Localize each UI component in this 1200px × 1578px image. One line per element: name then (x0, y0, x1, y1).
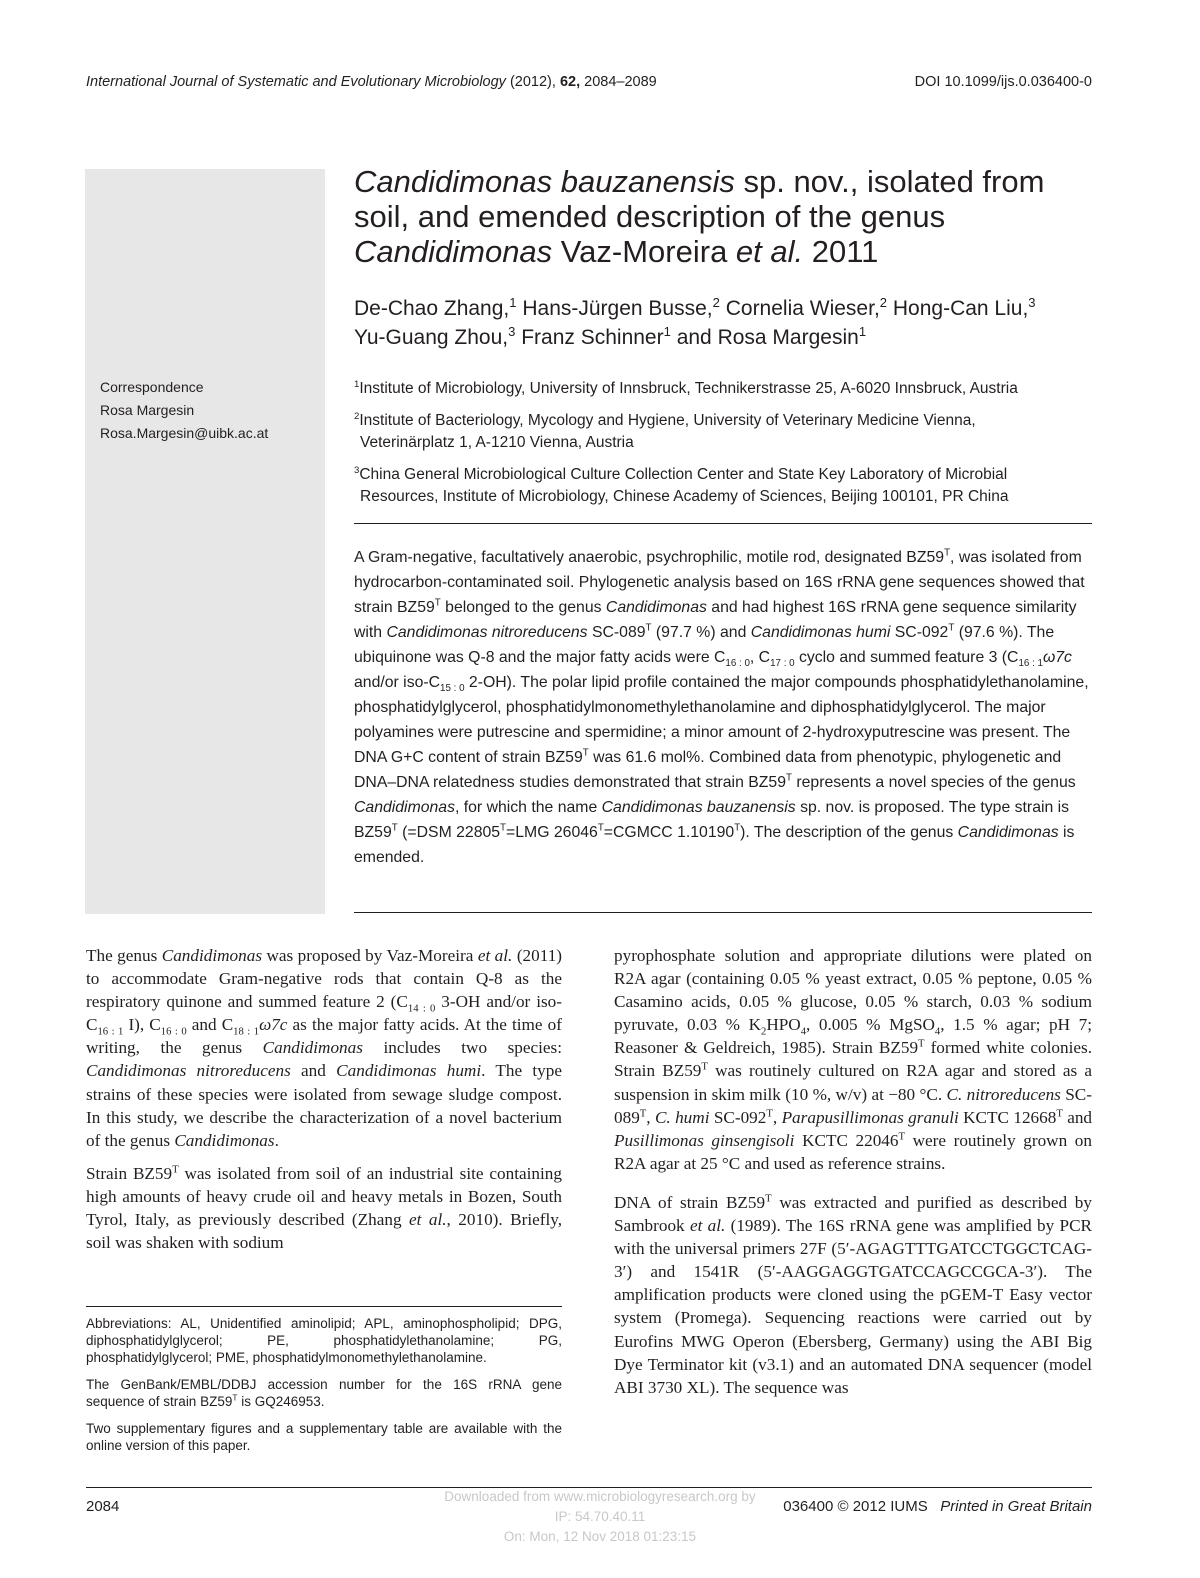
footnote-accession: The GenBank/EMBL/DDBJ accession number for the 16S rRNA gene sequence of strain $BZ59^T$ is GQ246953. (86, 1377, 562, 1409)
body-column-left (86, 944, 562, 1264)
paragraph: The genus Candidimonas was proposed by Vaz-Moreira et al. (2011) to accommodate Gram-negative rods that contain Q-8 as the respiratory quinone and summed feature 2 ($C_{14 : 0}$ 3-OH and/or iso-$C_{16 : 1}$ I), $C_{16 : 0}$ and $C_{18 : 1}\omega 7c$ as the major fatty acids. At the time of writing, the genus Candidimonas includes two species: Candidimonas nitroreducens and Candidimonas humi. The type strains of these species were isolated from sewage sludge compost. In this study, we describe the characterization of a novel bacterium of the genus Candidimonas. (86, 946, 563, 1150)
article-title (354, 164, 1099, 269)
watermark-line: Downloaded from www.microbiologyresearch.org by (444, 1489, 756, 1504)
title-year: 2011 (803, 234, 879, 269)
title-etal: et al. (735, 234, 804, 269)
paragraph: DNA of strain $BZ59^T$ was extracted and purified as described by Sambrook et al. (1989). The 16S rRNA gene was amplified by PCR with the universal primers 27F (5′-AGAGTTTGATCCTGGCTCAG-3′) and 1541R (5′-AAGGAGGTGATCCAGCCGCA-3′). The amplification products were cloned using the pGEM-T Easy vector system (Promega). Sequencing reactions were carried out by Eurofins MWG Operon (Ebersberg, Germany) using the ABI Big Dye Terminator kit (v3.1) and an automated DNA sequencer (model ABI 3730 XL). The sequence was (614, 1192, 1092, 1397)
footer-printed: Printed in Great Britain (940, 1498, 1092, 1515)
paragraph: Strain $BZ59^T$ was isolated from soil of an industrial site containing high amounts of heavy crude oil and heavy metals in Bozen, South Tyrol, Italy, as previously described (Zhang et al., 2010). Briefly, soil was shaken with sodium (86, 1163, 562, 1253)
journal-year: (2012), (509, 74, 556, 90)
affiliation: $^1$Institute of Microbiology, University of Innsbruck, Technikerstrasse 25, A-6020 Innsbruck, Austria (354, 378, 1018, 397)
correspondence-block (100, 376, 320, 445)
journal-citation (86, 74, 657, 90)
journal-name: International Journal of Systematic and Evolutionary Microbiology (86, 74, 506, 90)
author: Hans-Jürgen Busse,$^2$ (522, 295, 720, 320)
page-number: 2084 (86, 1498, 120, 1515)
abstract-rule-top (354, 523, 1092, 524)
title-part1: sp. nov., isolated from soil, and emended description of the genus (354, 164, 1045, 234)
sidebar-panel (85, 169, 325, 914)
author: Hong-Can Liu,$^3$ (892, 295, 1036, 320)
author: and Rosa Margesin$^1$ (676, 324, 867, 349)
journal-pages: 2084–2089 (584, 74, 657, 90)
footnotes (86, 1315, 562, 1464)
author-list (354, 294, 1099, 352)
correspondence-name: Rosa Margesin (100, 402, 195, 418)
title-genus: Candidimonas (354, 234, 553, 269)
author: Yu-Guang Zhou,$^3$ (354, 324, 516, 349)
journal-volume: 62, (559, 74, 581, 90)
download-watermark (380, 1487, 820, 1547)
author: Cornelia Wieser,$^2$ (725, 295, 888, 320)
doi-label: DOI (914, 74, 941, 90)
affiliation: $^2$Institute of Bacteriology, Mycology and Hygiene, University of Veterinary Medicine Vienna, Veterinärplatz 1, A-1210 Vienna, Austria (354, 410, 976, 451)
footer-copyright (783, 1498, 1092, 1515)
affiliations (354, 378, 1099, 518)
footnote-abbreviations: Abbreviations: AL, Unidentified aminolipid; APL, aminophospholipid; DPG, diphosphatidylglycerol; PE, phosphatidylethanolamine; PG, phosphatidylglycerol; PME, phosphatidylmonomethylethanolamine. (86, 1316, 562, 1365)
author: De-Chao Zhang,$^1$ (354, 295, 517, 320)
affiliation: $^3$China General Microbiological Culture Collection Center and State Key Laboratory of Microbial Resources, Institute of Microbiology, Chinese Academy of Sciences, Beijing 100101, PR China (354, 464, 1009, 505)
paragraph: pyrophosphate solution and appropriate dilutions were plated on R2A agar (containing 0.05 % yeast extract, 0.05 % peptone, 0.05 % Casamino acids, 0.05 % glucose, 0.05 % starch, 0.03 % sodium pyruvate, 0.03 % $K_2HPO_4$, 0.005 % MgSO$_4$, 1.5 % agar; pH 7; Reasoner & Geldreich, 1985). Strain $BZ59^T$ formed white colonies. Strain $BZ59^T$ was routinely cultured on R2A agar and stored as a suspension in skim milk (10 %, w/v) at −80 °C. C. nitroreducens $SC-089^T$, C. humi $SC-092^T$, Parapusillimonas granuli KCTC $12668^T$ and Pusillimonas ginsengisoli KCTC $22046^T$ were routinely grown on R2A agar at 25 °C and used as reference strains. (614, 946, 1093, 1173)
author: Franz Schinner$^1$ (521, 324, 671, 349)
title-part2: Vaz-Moreira (552, 234, 736, 269)
doi (915, 74, 1092, 90)
footer-code: 036400 © 2012 IUMS (783, 1498, 928, 1515)
abstract-rule-bottom (354, 912, 1092, 913)
watermark-line: On: Mon, 12 Nov 2018 01:23:15 (503, 1529, 697, 1544)
correspondence-email[interactable]: Rosa.Margesin@uibk.ac.at (100, 425, 269, 441)
doi-value: 10.1099/ijs.0.036400-0 (944, 74, 1092, 90)
running-header (86, 74, 1092, 94)
footnote-supplementary: Two supplementary figures and a supplementary table are available with the online version of this paper. (86, 1421, 562, 1453)
abstract: A Gram-negative, facultatively anaerobic, psychrophilic, motile rod, designated $BZ59^T$, was isolated from hydrocarbon-contaminated soil. Phylogenetic analysis based on 16S rRNA gene sequences showed that strain $BZ59^T$ belonged to the genus Candidimonas and had highest 16S rRNA gene sequence similarity with Candidimonas nitroreducens $SC-089^T$ (97.7 %) and Candidimonas humi $SC-092^T$ (97.6 %). The ubiquinone was Q-8 and the major fatty acids were $C_{16 : 0}$, $C_{17 : 0}$ cyclo and summed feature 3 ($C_{16 : 1}\omega 7c$ and/or iso-$C_{15 : 0}$ 2-OH). The polar lipid profile contained the major compounds phosphatidylethanolamine, phosphatidylglycerol, phosphatidylmonomethylethanolamine and diphosphatidylglycerol. The major polyamines were putrescine and spermidine; a minor amount of 2-hydroxyputrescine was present. The DNA G+C content of strain $BZ59^T$ was 61.6 mol%. Combined data from phenotypic, phylogenetic and DNA–DNA relatedness studies demonstrated that strain $BZ59^T$ represents a novel species of the genus Candidimonas, for which the name Candidimonas bauzanensis sp. nov. is proposed. The type strain is $BZ59^T$ (=DSM $22805^T=LMG$ $26046^T=CGMCC$ $1.10190^T$). The description of the genus Candidimonas is emended. (354, 547, 1089, 866)
body-column-right (614, 944, 1092, 1409)
watermark-line: IP: 54.70.40.11 (554, 1509, 646, 1524)
correspondence-label: Correspondence (100, 379, 204, 395)
title-species: Candidimonas bauzanensis (354, 164, 735, 199)
footnote-rule (86, 1306, 562, 1307)
